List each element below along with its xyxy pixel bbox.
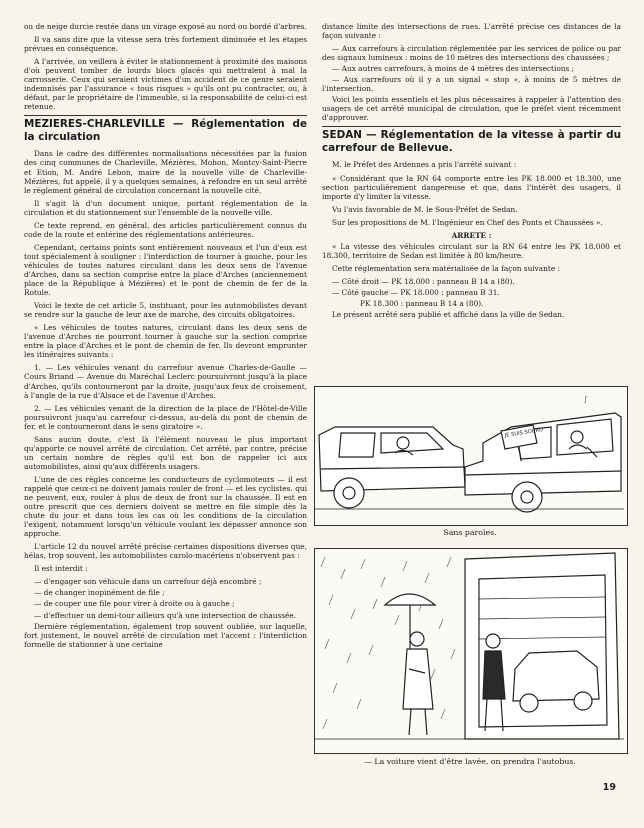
paragraph: Vu l'avis favorable de M. le Sous-Préfet de Sedan.: [332, 204, 518, 214]
paragraph: 1. — Les véhicules venant du carrefour avenue Charles-de-Gaulle — Cours Briand — Avenue du Maréchal Leclerc poursuivront jusqu'à la place d'Arches, qu'ils contourneront par la droite, jusqu'aux feux de croisement, à l'angle de la rue d'Alsace et de l'avenue d'Arches.: [24, 363, 307, 400]
list-item: — Aux carrefours à circulation réglementée par les services de police ou par des signaux lumineux : moins de 10 mètres des intersections des chaussées ;: [322, 44, 621, 63]
paragraph: « La vitesse des véhicules circulant sur la RN 64 entre les PK 18.000 et 18.300, territoire de Sedan est limitée à 80 km/heure.: [322, 241, 621, 260]
list-item: — de changer inopinément de file ;: [34, 588, 165, 598]
list-item: — Aux autres carrefours, à moins de 4 mètres des intersections ;: [332, 64, 575, 74]
paragraph: Dans le cadre des différentes normalisations nécessitées par la fusion des cinq communes de Charleville, Mézières, Mohon, Montcy-Saint-Pierre et Etion, M. André Lebon, maire de la nouvelle ville de Charleville-Mézières, fut appelé, il y a quelques semaines, à refondre en un seul arrêté le règlement général de circulation concernant la nouvelle cité.: [24, 149, 307, 195]
left-column: [24, 22, 307, 653]
paragraph: Voici les points essentiels et les plus nécessaires à rappeler à l'attention des usagers de cet arrêté municipal de circulation, que le préfet vient récemment d'approuver.: [322, 95, 621, 123]
cars-illustration: [315, 387, 624, 523]
cartoon-caption-1: Sans paroles.: [443, 528, 497, 537]
paragraph: Sur les propositions de M. l'Ingénieur en Chef des Ponts et Chaussées ».: [332, 217, 603, 227]
cartoon-cars: [314, 386, 628, 526]
list-item: — d'engager son véhicule dans un carrefour déjà encombré ;: [34, 577, 262, 587]
paragraph: distance limite des intersections de rues. L'arrêté précise ces distances de la façon suivante :: [322, 22, 621, 41]
paragraph: M. le Préfet des Ardennes a pris l'arrêté suivant :: [332, 160, 517, 170]
section-heading-mezieres: MEZIERES-CHARLEVILLE — Réglementation de la circulation: [24, 115, 307, 144]
paragraph: Sans aucun doute, c'est là l'élément nouveau le plus important qu'apporte ce nouvel arrêté de circulation. Cet arrêté, par contre, précise un certain nombre de règles qu'il est bon de rappeler ici aux automobilistes, ainsi qu'aux différents usagers.: [24, 434, 307, 471]
paragraph: Il s'agit là d'un document unique, portant réglementation de la circulation et du stationnement sur l'ensemble de la nouvelle ville.: [24, 198, 307, 217]
paragraph: Voici le texte de cet article 5, instituant, pour les automobilistes devant se rendre sur la gauche de leur axe de marche, des circuits obligatoires.: [24, 301, 307, 320]
paragraph: L'article 12 du nouvel arrêté précise certaines dispositions diverses que, hélas, trop souvent, les automobilistes carolo-macériens n'observent pas :: [24, 542, 307, 561]
list-item: — de couper une file pour virer à droite ou à gauche ;: [34, 599, 235, 609]
paragraph: Cependant, certains points sont entièrement nouveaux et l'un d'eux est tout spécialement à souligner : l'interdiction de tourner à gauche, pour les véhicules de toutes natures circulant dans les deux sens de l'avenue d'Arches, dans sa section comprise entre la place d'Arches (anciennement place de la République à Mézières) et le pont de chemin de fer de la Rotule.: [24, 242, 307, 298]
list-item: — Côté gauche — PK 18.000 : panneau B 31.: [332, 287, 500, 297]
rain-illustration: [315, 549, 624, 751]
artist-signature: ʃ: [585, 396, 587, 403]
sign-text: JE SUIS SOURD: [504, 426, 544, 439]
paragraph: L'une de ces règles concerne les conducteurs de cyclomoteurs — il est rappelé que ceux-ci ne doivent jamais rouler de front — et les cyclistes. qui ne peuvent, eux, rouler à plus de deux de front sur la chaussée. Il est en outre prescrit que ces derniers doivent se mettre en file simple dès la chute du jour et dans tous les cas où les conditions de la circulation l'exigent, notamment lorsqu'un véhicule voulant les dépasser annonce son approche.: [24, 474, 307, 539]
paragraph: 2. — Les véhicules venant de la direction de la place de l'Hôtel-de-Ville poursuivront jusqu'au carrefour ci-dessus, au-delà du pont de chemin de fer, et le contourneront dans le sens giratoire ».: [24, 403, 307, 431]
arrete-label: ARRETE :: [451, 230, 492, 240]
paragraph: ou de neige durcie restée dans un virage exposé au nord ou bordé d'arbres.: [24, 22, 307, 31]
right-column: [322, 22, 621, 323]
paragraph: Ce texte reprend, en général, des articles particulièrement connus du code de la route et entérine des réglementations antérieures.: [24, 220, 307, 239]
paragraph: Cette réglementation sera matérialisée de la façon suivante :: [332, 263, 561, 273]
paragraph: Le présent arrêté sera publié et affiché dans la ville de Sedan.: [332, 310, 565, 320]
paragraph: Il est interdit :: [34, 564, 88, 574]
list-item: — Aux carrefours où il y a un signal « stop », à moins de 5 mètres de l'intersection.: [322, 75, 621, 94]
cartoon-rain: [314, 548, 628, 754]
list-item: — Côté droit — PK 18.000 : panneau B 14 a (80).: [332, 276, 515, 286]
page-number: 19: [602, 782, 616, 793]
list-item: PK 18.300 : panneau B 14 a (80).: [360, 299, 484, 309]
paragraph: A l'arrivée, on veillera à éviter le stationnement à proximité des maisons d'où peuvent tomber de lourds blocs glacés qui mettraient à mal la carrosserie. Ceux qui seraient victimes d'un accident de ce genre seraient indemnisés par l'assurance « tous risques » qu'ils ont pu contracter, ou, à défaut, par le propriétaire de l'immeuble, si la responsabilité de celui-ci est retenue.: [24, 57, 307, 112]
paragraph: « Les véhicules de toutes natures, circulant dans les deux sens de l'avenue d'Arches ne pourront tourner à gauche sur la section comprise entre la place d'Arches et le pont de chemin de fer. Ils devront emprunter les itinéraires suivants :: [24, 323, 307, 360]
paragraph: Dernière réglementation, également trop souvent oubliée, sur laquelle, fort justement, le nouvel arrêté de circulation met l'accent : l'interdiction formelle de stationner à une certaine: [24, 621, 307, 649]
cartoon-caption-2: — La voiture vient d'être lavée, on prendra l'autobus.: [364, 757, 576, 766]
section-heading-sedan: SEDAN — Réglementation de la vitesse à partir du carrefour de Bellevue.: [322, 126, 621, 155]
paragraph: « Considérant que la RN 64 comporte entre les PK 18.000 et 18.300, une section particulièrement dangereuse et que, dans l'intérêt des usagers, il importe d'y limiter la vitesse.: [322, 173, 621, 201]
list-item: — d'effectuer un demi-tour ailleurs qu'à une intersection de chaussée.: [34, 610, 297, 620]
paragraph: Il va sans dire que la vitesse sera très fortement diminuée et les étapes prévues en conséquence.: [24, 35, 307, 54]
